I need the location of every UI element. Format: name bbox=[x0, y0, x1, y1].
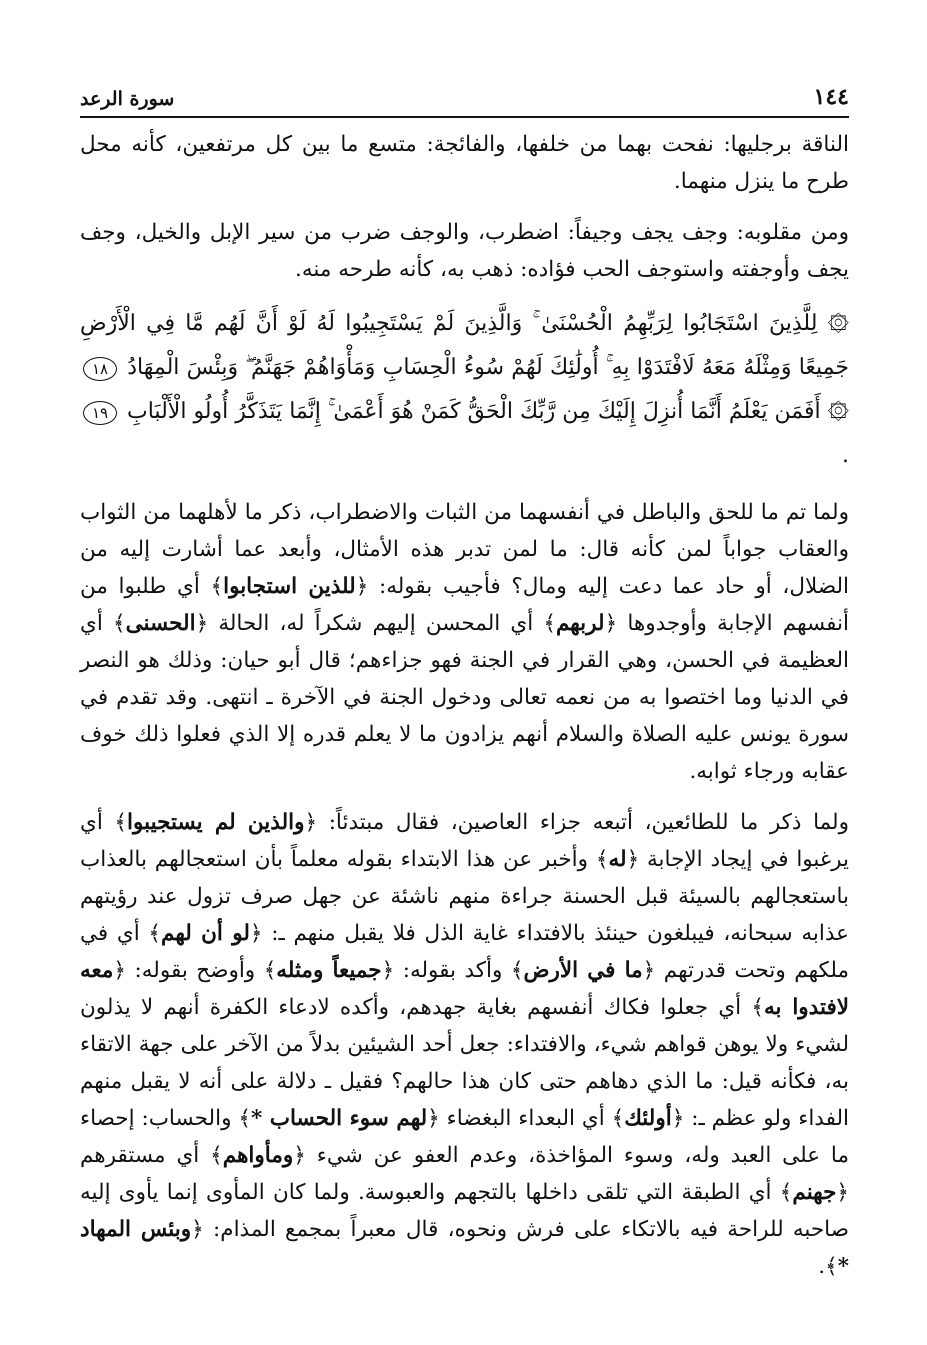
quoted-verse-phrase: ﴿ جهنم ﴾ bbox=[780, 1180, 849, 1205]
commentary-text: أي مستقرهم bbox=[80, 1143, 200, 1168]
commentary-text: وأخبر عن هذا الابتداء بقوله معلماً بأن استعجالهم بالعذاب باستعجالهم بالسيئة قبل الحسنة جراءة منهم ناشئة عن جهل صرف تزول عند رؤيتهم عذابه سبحانه، فيبلغون حينئذ بالافتداء غاية الذل فلا يقبل منهم ـ: bbox=[80, 847, 849, 946]
quoted-verse-phrase: ﴿ للذين استجابوا ﴾ bbox=[211, 574, 369, 599]
commentary-text: وأكد بقوله: bbox=[402, 958, 503, 983]
quoted-verse-phrase: ﴿ أولئك ﴾ bbox=[612, 1106, 685, 1131]
verse-end-dot: . bbox=[842, 443, 849, 468]
quoted-verse-phrase: ﴿ لهم سوء الحساب * ﴾ bbox=[238, 1106, 439, 1131]
sentence-end-dot: . bbox=[818, 1254, 826, 1279]
commentary-text: أي الطبقة التي تلقى داخلها بالتجهم والعبوسة. ولما كان المأوى إنما يأوى إليه صاحبه للراحة فيه بالاتكاء على فرش ونحوه، قال معبراً بمجمع المذام: bbox=[80, 1180, 849, 1242]
quoted-verse-phrase: ﴿ الحسنى ﴾ bbox=[113, 611, 208, 636]
quoted-verse-phrase: ﴿ لربهم ﴾ bbox=[543, 611, 617, 636]
quran-verses-block bbox=[80, 302, 849, 478]
commentary-text: أي طلبوا من أنفسهم الإجابة وأوجدوها bbox=[80, 574, 849, 636]
page-body bbox=[80, 126, 849, 1285]
commentary-text: ولما تم ما للحق والباطل في أنفسهما من الثبات والاضطراب، ذكر ما لأهلهما من الثواب والعقاب جواباً لمن كأنه قال: ما لمن تدبر هذه الأمثال، وأبعد عما أشارت إليه من الضلال، أو حاد عما دعت إليه ومال؟ فأجيب بقوله: bbox=[80, 500, 849, 599]
quoted-verse-phrase: ﴿ وبئس المهاد * ﴾ bbox=[80, 1217, 849, 1279]
paragraph-inverted-root: ومن مقلوبه: وجف يجف وجيفاً: اضطرب، والوجف ضرب من سير الإبل والخيل، وجف يجف وأوجفته واستوجف الحب فؤاده: ذهب به، كأنه طرحه منه. bbox=[80, 220, 849, 282]
quoted-verse-phrase: ﴿ ومأواهم ﴾ bbox=[210, 1143, 306, 1168]
commentary-text: أي المحسن إليهم شكراً له، الحالة bbox=[218, 611, 534, 636]
quoted-verse-phrase: ﴿ والذين لم يستجيبوا ﴾ bbox=[114, 810, 317, 835]
commentary-text: أي يرغبوا في إيجاد الإجابة bbox=[80, 810, 849, 872]
page-header bbox=[80, 84, 849, 118]
commentary-text: أي العظيمة في الحسن، وهي القرار في الجنة فهو جزاءهم؛ قال أبو حيان: وذلك هو النصر في الدنيا وما اختصوا به من نعمه تعالى ودخول الجنة في الآخرة ـ انتهى. وقد تقدم في سورة يونس عليه الصلاة والسلام أنهم يزادون ما لا يعلم قدره إلا الذي فعلوا ذلك خوف عقابه ورجاء ثوابه. bbox=[80, 611, 849, 784]
ayah-number-19-marker: ١٩ bbox=[83, 401, 117, 425]
quoted-verse-phrase: ﴿ معه لافتدوا به ﴾ bbox=[80, 958, 849, 1020]
verse-start-ornament-icon: ۞ bbox=[827, 311, 849, 336]
quoted-verse-phrase: ﴿ ما في الأرض ﴾ bbox=[511, 958, 655, 983]
quoted-verse-phrase: ﴿ له ﴾ bbox=[596, 847, 639, 872]
paragraph-punishment-commentary bbox=[80, 804, 849, 1285]
quoted-verse-phrase: ﴿ لو أن لهم ﴾ bbox=[148, 921, 262, 946]
running-title: سورة الرعد bbox=[80, 88, 175, 110]
paragraph-definitions: الناقة برجليها: نفحت بهما من خلفها، والفائجة: متسع ما بين كل مرتفعين، كأنه محل طرح ما ينزل منهما. bbox=[80, 132, 849, 194]
commentary-text: أي في ملكهم وتحت قدرتهم bbox=[80, 921, 849, 983]
verse-19-text: أَفَمَن يَعْلَمُ أَنَّمَا أُنزِلَ إِلَيْكَ مِن رَّبِّكَ الْحَقُّ كَمَنْ هُوَ أَعْمَىٰ ۚ إِنَّمَا يَتَذَكَّرُ أُولُو الْأَلْبَابِ bbox=[127, 399, 821, 424]
paragraph-reward-commentary bbox=[80, 494, 849, 790]
commentary-text: والحساب: إحصاء ما على العبد وله، وسوء المؤاخذة، وعدم العفو عن شيء bbox=[80, 1106, 849, 1168]
commentary-text: وأوضح بقوله: bbox=[134, 958, 256, 983]
commentary-text: أي جعلوا فكاك أنفسهم بغاية جهدهم، وأكده لادعاء الكفرة أنهم لا يذلون لشيء ولا يوهن قواهم شيء، والافتداء: جعل أحد الشيئين بدلاً من الآخر على جهة الاتقاء به، فكأنه قيل: ما الذي دهاهم حتى كان هذا حالهم؟ فقيل ـ دلالة على أنه لا يقبل منهم الفداء ولو عظم ـ: bbox=[80, 995, 849, 1131]
verse-start-ornament-icon: ۞ bbox=[827, 399, 849, 424]
quoted-verse-phrase: ﴿ جميعاً ومثله ﴾ bbox=[264, 958, 395, 983]
commentary-text: ولما ذكر ما للطائعين، أتبعه جزاء العاصين، فقال مبتدئاً: bbox=[328, 810, 849, 835]
commentary-text: أي البعداء البغضاء bbox=[446, 1106, 605, 1131]
page-number: ١٤٤ bbox=[813, 84, 849, 110]
verse-18-text: لِلَّذِينَ اسْتَجَابُوا لِرَبِّهِمُ الْحُسْنَىٰ ۚ وَالَّذِينَ لَمْ يَسْتَجِيبُوا لَهُ لَوْ أَنَّ لَهُم مَّا فِي الْأَرْضِ جَمِيعًا وَمِثْلَهُ مَعَهُ لَافْتَدَوْا بِهِ ۚ أُولَٰئِكَ لَهُمْ سُوءُ الْحِسَابِ وَمَأْوَاهُمْ جَهَنَّمُ ۖ وَبِئْسَ الْمِهَادُ bbox=[80, 311, 849, 380]
ayah-number-18-marker: ١٨ bbox=[83, 357, 117, 381]
